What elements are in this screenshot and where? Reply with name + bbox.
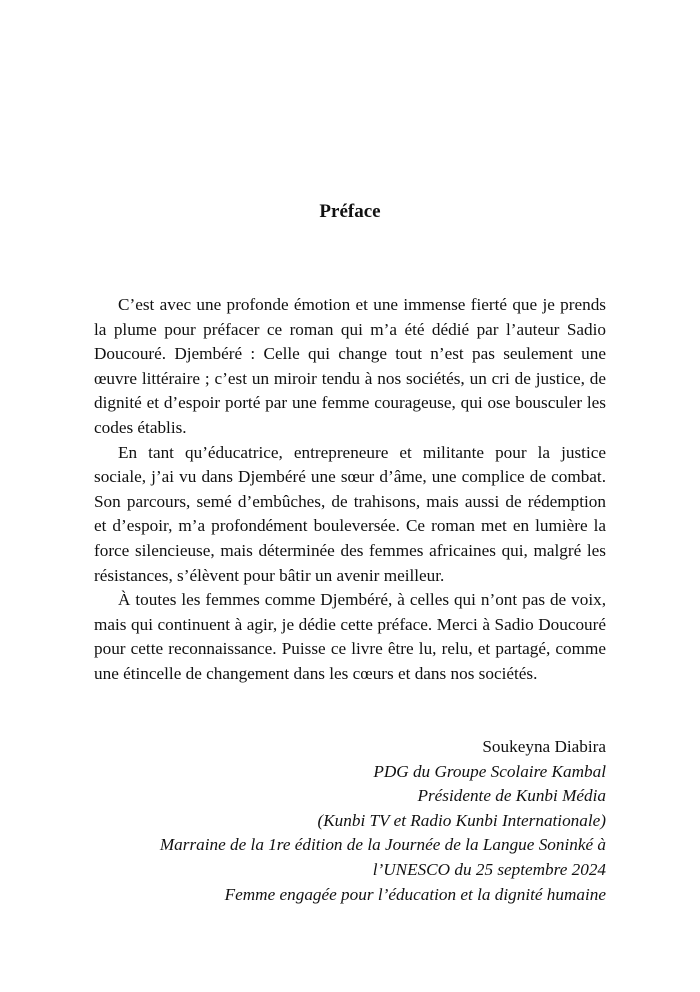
signatory-title: l’UNESCO du 25 septembre 2024 xyxy=(372,859,606,879)
signatory-name: Soukeyna Diabira xyxy=(482,737,606,756)
paragraph: En tant qu’éducatrice, entrepreneure et militante pour la justice sociale, j’ai vu dans Djembéré une sœur d’âme, une complice de combat. Son parcours, semé d’embûches, de trahisons, mais aussi de rédemption et d’espoir, m’a profondément bouleversée. Ce roman met en lumière la force silencieuse, mais déterminée des femmes africaines qui, malgré les résistances, s’élèvent pour bâtir un avenir meilleur. xyxy=(94,442,606,585)
signature-block xyxy=(94,735,606,907)
paragraph: C’est avec une profonde émotion et une immense fierté que je prends la plume pour préfacer ce roman qui m’a été dédié par l’auteur Sadio Doucouré. Djembéré : Celle qui change tout n’est pas seulement une œuvre littéraire ; c’est un miroir tendu à nos sociétés, un cri de justice, de dignité et d’espoir porté par une femme courageuse, qui ose bousculer les codes établis. xyxy=(94,295,606,437)
page-title: Préface xyxy=(319,201,381,222)
preface-body xyxy=(94,293,606,687)
signatory-title: PDG du Groupe Scolaire Kambal xyxy=(373,761,606,781)
signatory-title: Présidente de Kunbi Média xyxy=(417,786,606,806)
signatory-title: Femme engagée pour l’éducation et la dignité humaine xyxy=(224,884,606,904)
signatory-title: (Kunbi TV et Radio Kunbi Internationale) xyxy=(317,810,606,830)
signatory-title: Marraine de la 1re édition de la Journée de la Langue Soninké à xyxy=(159,835,606,855)
paragraph: À toutes les femmes comme Djembéré, à celles qui n’ont pas de voix, mais qui continuent à agir, je dédie cette préface. Merci à Sadio Doucouré pour cette reconnaissance. Puisse ce livre être lu, relu, et partagé, comme une étincelle de changement dans les cœurs et dans nos sociétés. xyxy=(94,590,606,683)
